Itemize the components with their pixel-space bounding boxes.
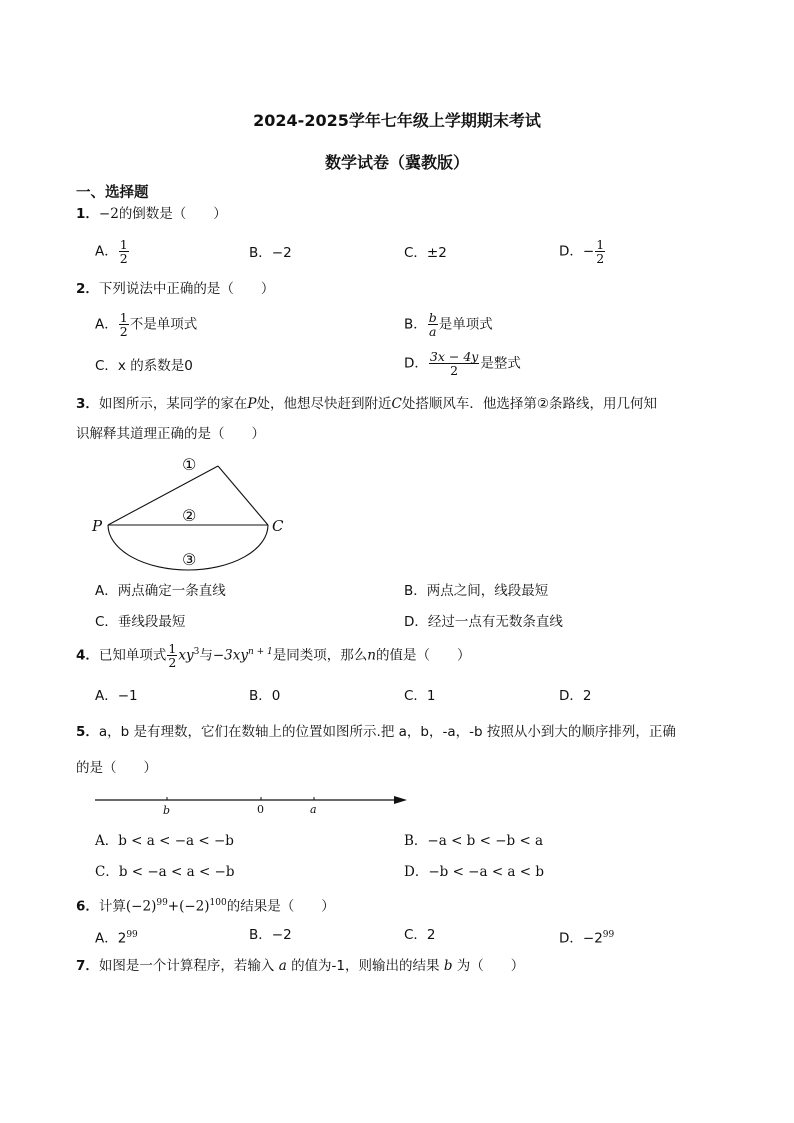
question-text: 的倒数是（ ） [118, 206, 227, 222]
exponent: 3 [193, 647, 200, 657]
exam-title: 2024-2025学年七年级上学期期末考试 [253, 111, 541, 130]
q3-option-c[interactable]: C．垂线段最短 [95, 614, 186, 630]
monomial-2: −3xy [212, 647, 248, 664]
point-c-label: C [391, 396, 402, 412]
option-text: 是单项式 [438, 316, 493, 333]
fraction [429, 350, 479, 377]
question-text: 为（ ） [456, 958, 525, 974]
q2-option-b[interactable] [404, 311, 493, 338]
question-number: 2． [76, 281, 99, 297]
question-5-stem-line1 [76, 723, 676, 741]
fraction-denominator: 2 [596, 251, 605, 266]
question-text: 如图是一个计算程序，若输入 [98, 958, 275, 974]
q5-option-b[interactable]: B．−a < b < −b < a [404, 833, 544, 849]
exponent: 99 [156, 898, 168, 908]
exponent: n + 1 [248, 647, 273, 657]
q6-option-a[interactable] [95, 926, 138, 948]
monomial-1: xy [178, 647, 194, 664]
tick-label-a: a [310, 803, 317, 816]
fraction [167, 642, 177, 669]
question-text: 如图所示，某同学的家在 [98, 396, 248, 412]
question-number: 4． [76, 647, 99, 664]
q4-option-c[interactable]: C．1 [404, 688, 436, 704]
question-text: 下列说法中正确的是（ ） [98, 281, 275, 297]
option-label: A． [95, 316, 118, 333]
math-expression: 计算(−2) [98, 898, 157, 915]
q6-option-c[interactable]: C．2 [404, 927, 436, 943]
q1-option-c[interactable]: C．±2 [404, 245, 447, 261]
q2-option-d[interactable] [404, 350, 521, 377]
exponent: 99 [602, 930, 615, 940]
question-7-stem [76, 957, 524, 975]
tick-label-0: 0 [257, 803, 264, 816]
route-1-segment-a [108, 466, 218, 525]
tick-label-b: b [163, 804, 171, 817]
q4-option-a[interactable]: A．−1 [95, 688, 138, 704]
option-text: D．−2 [559, 930, 603, 947]
question-2-stem [76, 280, 274, 298]
math-expression: −2 [98, 206, 119, 222]
question-1-stem [76, 205, 227, 223]
q5-option-d[interactable]: D．−b < −a < a < b [404, 864, 545, 880]
option-label: A． [95, 243, 118, 260]
fraction-denominator: 2 [119, 324, 128, 339]
fraction-numerator: 1 [596, 237, 605, 252]
question-4-stem [76, 642, 471, 669]
option-text: A．2 [95, 930, 127, 947]
route-diagram [86, 452, 296, 574]
q5-option-c[interactable]: C．b < −a < a < −b [95, 864, 235, 880]
question-text: 是同类项，那么 [272, 647, 368, 664]
q1-option-a[interactable] [95, 238, 130, 265]
fraction [595, 238, 605, 265]
route-1-segment-b [218, 466, 268, 525]
q1-option-d[interactable] [559, 238, 606, 265]
arrow-head-icon [394, 796, 407, 804]
q2-option-a[interactable] [95, 311, 197, 338]
option-text: 不是单项式 [129, 316, 198, 333]
q3-option-a[interactable]: A．两点确定一条直线 [95, 583, 226, 599]
variable-a: a [278, 958, 287, 974]
fraction-numerator: 1 [168, 641, 177, 656]
route-1-label: ① [182, 455, 197, 474]
q5-option-a[interactable]: A．b < a < −a < −b [95, 833, 234, 849]
q3-option-d[interactable]: D．经过一点有无数条直线 [404, 614, 563, 630]
point-p-label: P [247, 396, 257, 412]
route-2-label: ② [182, 506, 197, 525]
question-text: 的值是（ ） [376, 647, 471, 664]
variable-n: n [367, 647, 376, 664]
question-6-stem [76, 894, 335, 916]
q2-option-c[interactable]: C．x 的系数是0 [95, 358, 193, 374]
fraction [428, 311, 438, 338]
q6-option-b[interactable]: B．−2 [249, 927, 292, 943]
route-3-label: ③ [182, 550, 197, 569]
question-number: 5． [76, 724, 99, 740]
question-text: 的值为-1，则输出的结果 [291, 958, 440, 974]
point-c: C [272, 517, 284, 535]
fraction-numerator: 1 [119, 237, 128, 252]
question-number: 7． [76, 958, 99, 974]
fraction [119, 311, 129, 338]
fraction-numerator: 1 [119, 310, 128, 325]
option-label: D．− [559, 243, 595, 260]
exam-subtitle: 数学试卷（冀教版） [324, 153, 469, 172]
question-text: 已知单项式 [98, 647, 167, 664]
fraction-denominator: a [429, 324, 437, 339]
q4-option-b[interactable]: B．0 [249, 688, 281, 704]
q6-option-d[interactable] [559, 926, 614, 948]
fraction-denominator: 2 [450, 363, 459, 378]
section-heading: 一、选择题 [76, 185, 149, 201]
fraction-numerator: 3x − 4y [429, 349, 479, 364]
question-5-stem-line2: 的是（ ） [76, 760, 157, 776]
question-text: 处搭顺风车．他选择第②条路线，用几何知 [401, 396, 657, 412]
exponent: 100 [209, 898, 227, 908]
fraction [119, 238, 129, 265]
option-label: B． [404, 316, 427, 333]
question-number: 3． [76, 396, 99, 412]
q3-option-b[interactable]: B．两点之间，线段最短 [404, 583, 549, 599]
exponent: 99 [126, 930, 138, 940]
question-number: 6． [76, 898, 99, 915]
q4-option-d[interactable]: D．2 [559, 688, 592, 704]
question-text: 处，他想尽快赶到附近 [256, 396, 392, 412]
question-3-stem-line1 [76, 395, 657, 413]
math-expression: +(−2) [167, 898, 210, 915]
fraction-numerator: b [428, 310, 437, 325]
variable-b: b [443, 958, 453, 974]
fraction-denominator: 2 [168, 655, 177, 670]
question-3-stem-line2: 识解释其道理正确的是（ ） [76, 426, 265, 442]
option-label: D． [404, 355, 428, 372]
question-text: 的结果是（ ） [226, 898, 335, 915]
number-line [90, 788, 415, 820]
question-text: a，b 是有理数，它们在数轴上的位置如图所示.把 a，b，-a，-b 按照从小到大的顺序排列，正确 [98, 724, 676, 740]
question-number: 1． [76, 206, 99, 222]
fraction-denominator: 2 [119, 251, 128, 266]
q1-option-b[interactable]: B．−2 [249, 245, 292, 261]
option-text: 是整式 [480, 355, 521, 372]
point-p: P [92, 517, 103, 535]
question-text: 与 [199, 647, 213, 664]
